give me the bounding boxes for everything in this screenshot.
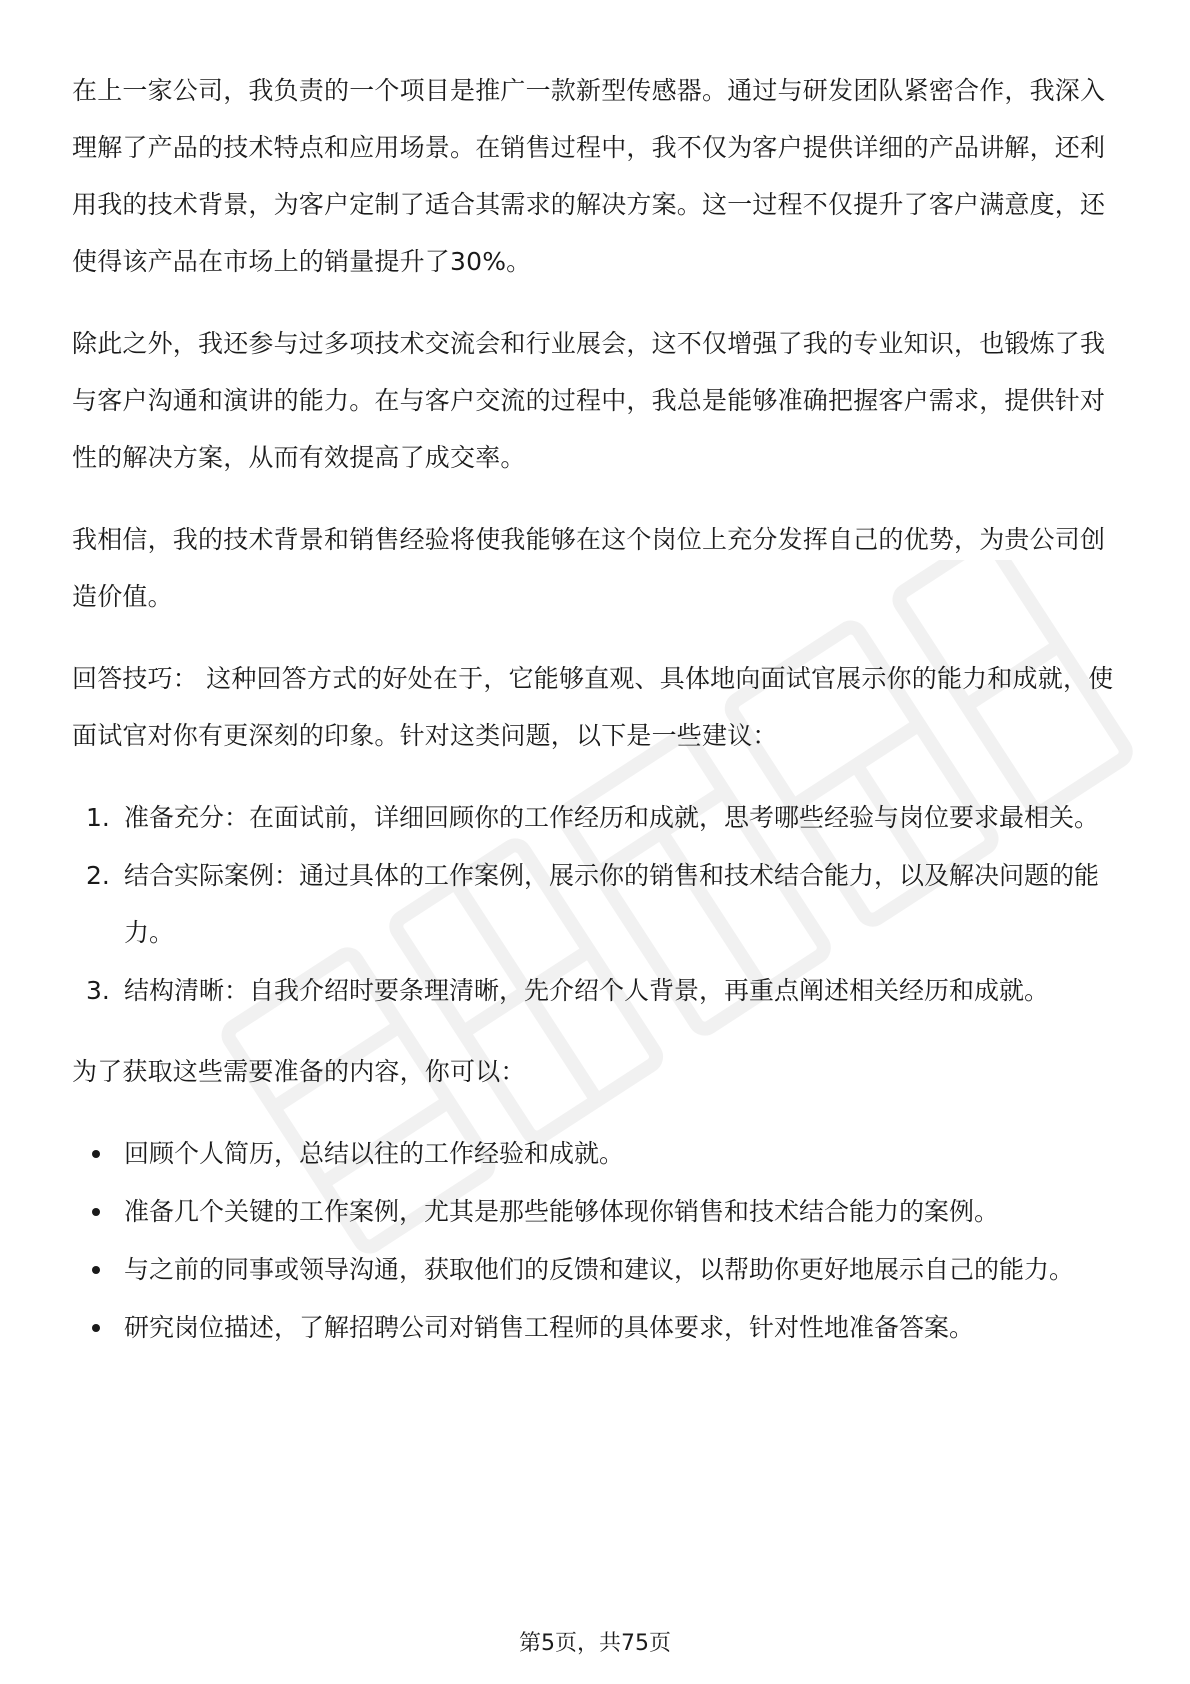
list-item-text: 回顾个人简历，总结以往的工作经验和成就。 [124,1139,625,1168]
paragraph-conclusion: 我相信，我的技术背景和销售经验将使我能够在这个岗位上充分发挥自己的优势，为贵公司创造价值。 [72,525,1106,611]
tips-list [72,789,1122,1019]
list-item-text: 结合实际案例：通过具体的工作案例，展示你的销售和技术结合能力，以及解决问题的能力。 [124,861,1100,947]
paragraph-prep-intro: 为了获取这些需要准备的内容，你可以： [72,1057,526,1086]
list-number: 2. [86,861,110,890]
list-item [72,1299,1122,1356]
paragraph-exhibitions: 除此之外，我还参与过多项技术交流会和行业展会，这不仅增强了我的专业知识，也锻炼了我与客户沟通和演讲的能力。在与客户交流的过程中，我总是能够准确把握客户需求，提供针对性的解决方案，从而有效提高了成交率。 [72,329,1106,472]
page-number: 第5页，共75页 [519,1631,671,1656]
document-body [72,62,1122,1357]
bullet-icon [92,1208,100,1216]
list-item [72,1125,1122,1182]
paragraph-answer-tips: 回答技巧： 这种回答方式的好处在于，它能够直观、具体地向面试官展示你的能力和成就，使面试官对你有更深刻的印象。针对这类问题，以下是一些建议： [72,664,1114,750]
list-item [72,1183,1122,1240]
list-item-text: 准备充分：在面试前，详细回顾你的工作经历和成就，思考哪些经验与岗位要求最相关。 [124,803,1100,832]
list-item-text: 与之前的同事或领导沟通，获取他们的反馈和建议，以帮助你更好地展示自己的能力。 [124,1255,1075,1284]
bullet-icon [92,1150,100,1158]
list-number: 3. [86,976,110,1005]
bullet-icon [92,1266,100,1274]
list-item-text: 结构清晰：自我介绍时要条理清晰，先介绍个人背景，再重点阐述相关经历和成就。 [124,976,1050,1005]
list-number: 1. [86,803,110,832]
list-item [72,847,1122,961]
list-item-text: 准备几个关键的工作案例，尤其是那些能够体现你销售和技术结合能力的案例。 [124,1197,1000,1226]
list-item [72,1241,1122,1298]
prep-list [72,1125,1122,1356]
list-item-text: 研究岗位描述，了解招聘公司对销售工程师的具体要求，针对性地准备答案。 [124,1313,975,1342]
list-item [72,789,1122,846]
list-item [72,962,1122,1019]
paragraph-project-experience: 在上一家公司，我负责的一个项目是推广一款新型传感器。通过与研发团队紧密合作，我深入理解了产品的技术特点和应用场景。在销售过程中，我不仅为客户提供详细的产品讲解，还利用我的技术背景，为客户定制了适合其需求的解决方案。这一过程不仅提升了客户满意度，还使得该产品在市场上的销量提升了30%。 [72,76,1106,276]
bullet-icon [92,1324,100,1332]
